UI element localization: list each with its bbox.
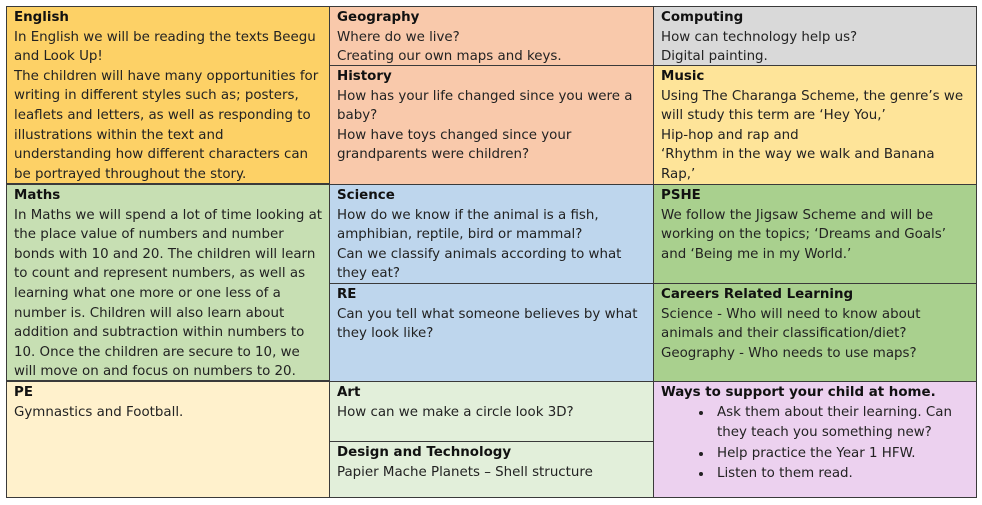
re-title: RE [337, 287, 357, 302]
careers-cell [653, 283, 977, 382]
pshe-title: PSHE [661, 188, 701, 203]
science-text-1: How do we know if the animal is a fish, amphibian, reptile, bird or mammal? [337, 207, 599, 243]
support-item: • Ask them about their learning. Can they teach you something new? [713, 403, 970, 444]
pshe-cell [653, 184, 977, 284]
geography-cell [329, 6, 654, 66]
music-text-1: Using The Charanga Scheme, the genre’s we will study this term are ‘Hey You,’ [661, 88, 964, 124]
maths-title: Maths [14, 188, 61, 203]
maths-cell [6, 184, 330, 381]
computing-text-1: How can technology help us? [661, 29, 858, 45]
support-cell [653, 381, 977, 498]
pe-title: PE [14, 385, 33, 400]
careers-title: Careers Related Learning [661, 287, 854, 302]
music-text-2: Hip-hop and rap and [661, 127, 799, 143]
support-item: • Help practice the Year 1 HFW. [713, 444, 970, 465]
re-text-1: Can you tell what someone believes by what they look like? [337, 306, 638, 342]
english-text-1: In English we will be reading the texts Beegu and Look Up! [14, 29, 316, 65]
science-text-2: Can we classify animals according to what they eat? [337, 246, 622, 282]
geography-text-1: Where do we live? [337, 29, 460, 45]
dt-text-1: Papier Mache Planets – Shell structure [337, 464, 593, 480]
geography-title: Geography [337, 10, 420, 25]
computing-cell [653, 6, 977, 66]
dt-title: Design and Technology [337, 445, 512, 460]
art-cell [329, 381, 654, 442]
science-cell [329, 184, 654, 284]
computing-text-2: Digital painting. [661, 49, 768, 65]
pe-cell [6, 381, 330, 498]
curriculum-grid [6, 6, 977, 498]
history-text-1: How has your life changed since you were a baby? [337, 88, 633, 124]
support-list [661, 403, 970, 485]
support-title: Ways to support your child at home. [661, 385, 936, 400]
maths-text-1: In Maths we will spend a lot of time looking at the place value of numbers and number bonds with 10 and 20. The children will learn to count and represent numbers, as well as learning what one more or one less of a number is. Children will also learn about addition and subtraction within numbers to 10. Once the children are secure to 10, we will move on and focus on numbers to 20. [14, 207, 323, 380]
geography-text-2: Creating our own maps and keys. [337, 49, 562, 65]
music-cell [653, 65, 977, 185]
computing-title: Computing [661, 10, 744, 25]
science-title: Science [337, 188, 395, 203]
music-title: Music [661, 69, 705, 84]
re-cell [329, 283, 654, 382]
art-title: Art [337, 385, 361, 400]
dt-cell [329, 441, 654, 498]
support-item: • Listen to them read. [713, 464, 970, 485]
pshe-text-1: We follow the Jigsaw Scheme and will be working on the topics; ‘Dreams and Goals’ and ‘Being me in my World.’ [661, 207, 946, 262]
history-title: History [337, 69, 392, 84]
history-text-2: How have toys changed since your grandparents were children? [337, 127, 572, 163]
english-title: English [14, 10, 69, 25]
english-cell [6, 6, 330, 184]
history-cell [329, 65, 654, 185]
careers-text-2: Geography - Who needs to use maps? [661, 345, 917, 361]
art-text-1: How can we make a circle look 3D? [337, 404, 574, 420]
english-text-2: The children will have many opportunities for writing in different styles such as; posters, leaflets and letters, as well as responding to illustrations within the text and understanding how different characters can be portrayed throughout the story. [14, 68, 319, 182]
music-text-3: ‘Rhythm in the way we walk and Banana Rap,’ [661, 147, 935, 182]
pe-text-1: Gymnastics and Football. [14, 404, 184, 420]
careers-text-1: Science - Who will need to know about animals and their classification/diet? [661, 306, 921, 342]
